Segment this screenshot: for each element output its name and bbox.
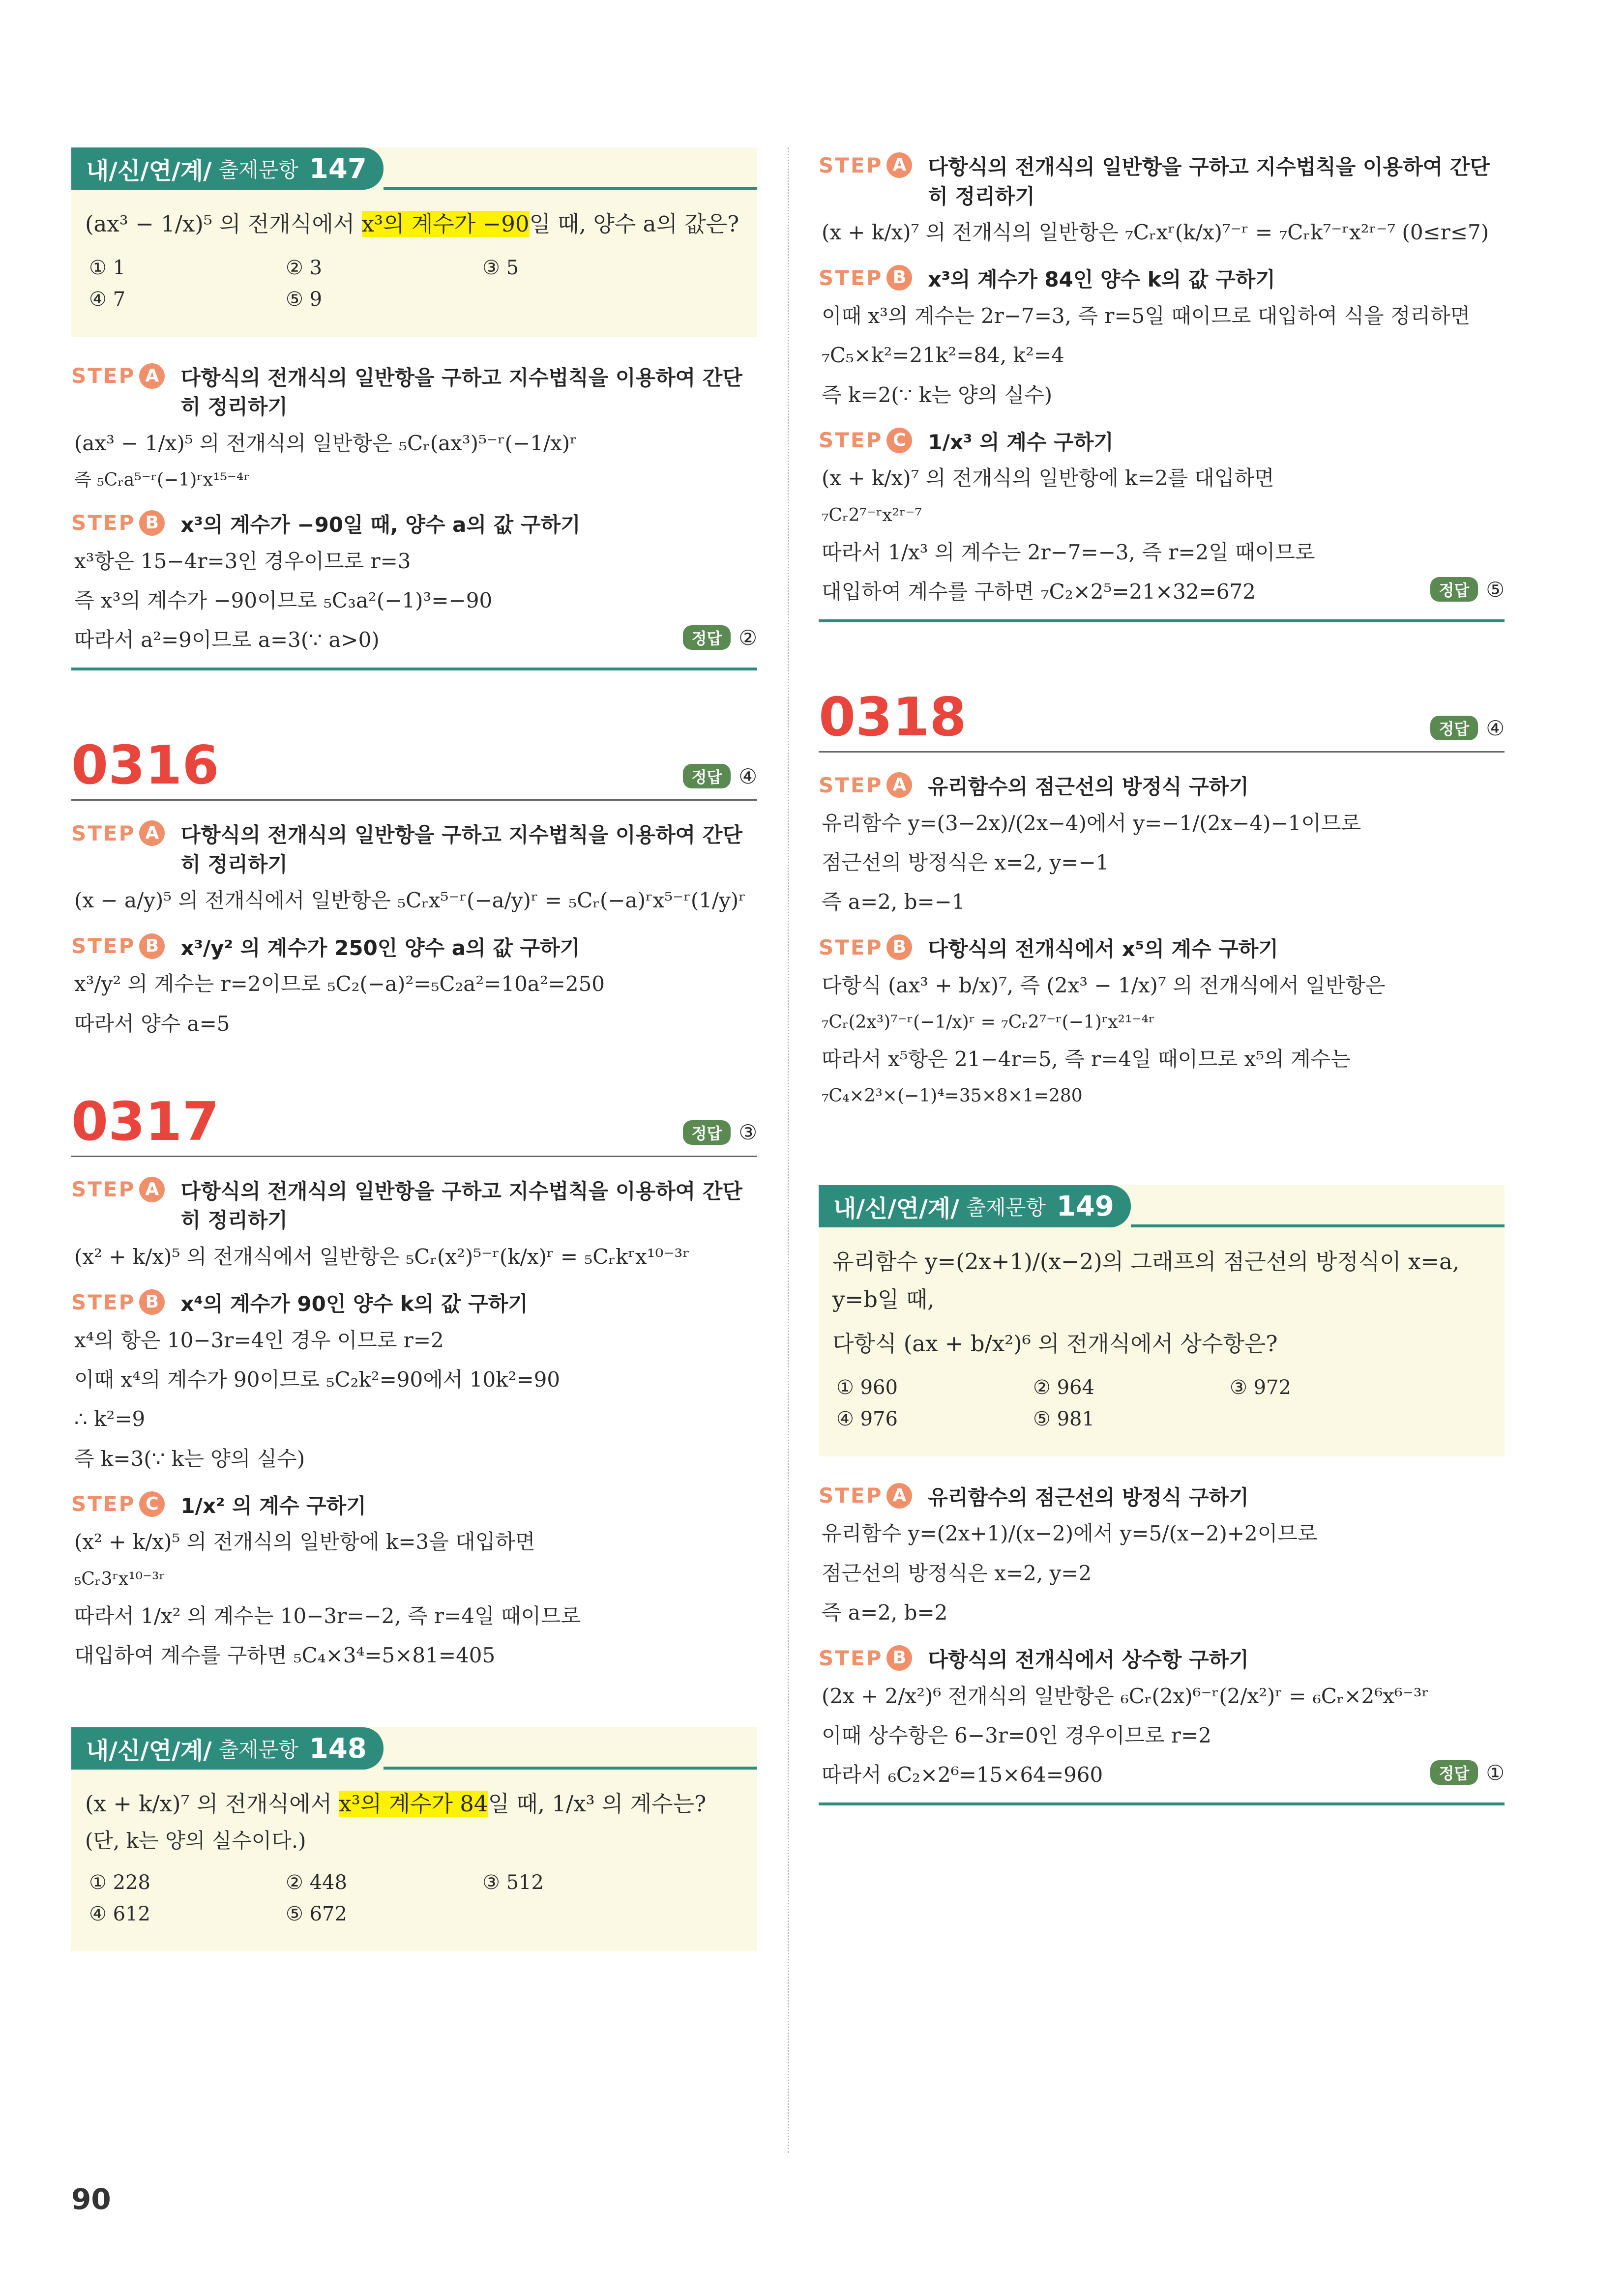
- solution-line: x³항은 15−4r=3인 경우이므로 r=3: [74, 549, 411, 573]
- solution-line: (x + k/x)⁷ 의 전개식의 일반항은 ₇Cᵣxʳ(k/x)⁷⁻ʳ = ₇Cᵣk⁷⁻ʳx²ʳ⁻⁷ (0≤r≤7): [822, 220, 1489, 245]
- solution-line: 따라서 1/x³ 의 계수는 2r−7=−3, 즉 r=2일 때이므로: [822, 540, 1315, 564]
- solution-line: (x − a/y)⁵ 의 전개식에서 일반항은 ₅Cᵣx⁵⁻ʳ(−a/y)ʳ = ₅Cᵣ(−a)ʳx⁵⁻ʳ(1/y)ʳ: [74, 888, 746, 913]
- step-title: x³의 계수가 84인 양수 k의 값 구하기: [928, 267, 1275, 292]
- badge-label: 내/신/연/계/: [833, 1194, 959, 1222]
- right-column: [819, 147, 1505, 1805]
- step-title: 다항식의 전개식에서 x⁵의 계수 구하기: [928, 937, 1278, 961]
- step-a: [71, 820, 757, 918]
- section-rule: [819, 619, 1505, 622]
- solution-line: (2x + 2/x²)⁶ 전개식의 일반항은 ₆Cᵣ(2x)⁶⁻ʳ(2/x²)ʳ = ₆Cᵣ×2⁶x⁶⁻³ʳ: [822, 1684, 1429, 1708]
- step-title: 유리함수의 점근선의 방정식 구하기: [928, 1485, 1249, 1510]
- step-a: [819, 772, 1505, 920]
- problem-header-0318: [819, 687, 1505, 753]
- solution-line: 즉 k=3(∵ k는 양의 실수): [74, 1446, 305, 1471]
- step-title: 1/x³ 의 계수 구하기: [928, 430, 1114, 454]
- step-tag: STEP A: [819, 772, 912, 798]
- solution-line: 즉 k=2(∵ k는 양의 실수): [822, 382, 1053, 407]
- problem-text: (ax³ − 1/x)⁵ 의 전개식에서 x³의 계수가 −90일 때, 양수 a의 값은?: [85, 211, 739, 237]
- answer-value: ②: [738, 625, 757, 650]
- solution-line: 따라서 ₆C₂×2⁶=15×64=960: [822, 1763, 1103, 1787]
- choices: [71, 1858, 757, 1930]
- problem-header-0316: [71, 735, 757, 801]
- solution-line: ₅Cᵣ3ʳx¹⁰⁻³ʳ: [74, 1569, 165, 1589]
- choice: ④ 612: [89, 1902, 150, 1925]
- column-divider: [788, 147, 789, 2153]
- answer-value: ①: [1486, 1760, 1505, 1785]
- step-title: x⁴의 계수가 90인 양수 k의 값 구하기: [180, 1292, 528, 1316]
- step-a: [71, 1177, 757, 1275]
- solution-line: 점근선의 방정식은 x=2, y=−1: [822, 850, 1109, 874]
- step-title: x³/y² 의 계수가 250인 양수 a의 값 구하기: [180, 935, 580, 960]
- answer-badge: 정답: [1430, 716, 1478, 740]
- badge-underline: [1131, 1185, 1505, 1227]
- answer-badge: 정답: [683, 764, 731, 788]
- page-number: 90: [71, 2182, 111, 2216]
- step-c: [71, 1491, 757, 1673]
- solution-line: (ax³ − 1/x)⁵ 의 전개식의 일반항은 ₅Cᵣ(ax³)⁵⁻ʳ(−1/x)ʳ: [74, 431, 577, 455]
- choices: [71, 243, 757, 315]
- step-a: [71, 363, 757, 495]
- step-tag: STEP C: [71, 1491, 165, 1517]
- step-title: 다항식의 전개식에서 상수항 구하기: [928, 1648, 1249, 1672]
- solution-line: ₇Cᵣ2⁷⁻ʳx²ʳ⁻⁷: [822, 505, 922, 525]
- choice: ④ 7: [89, 288, 126, 311]
- step-tag: STEP A: [819, 152, 912, 178]
- choice: ⑤ 981: [1033, 1407, 1094, 1430]
- choice: ② 448: [286, 1871, 347, 1894]
- solution-line: x⁴의 항은 10−3r=4인 경우 이므로 r=2: [74, 1328, 444, 1352]
- badge-sub-label: 출제문항: [218, 158, 298, 182]
- choice: ① 228: [89, 1871, 150, 1894]
- solution-line: 따라서 x⁵항은 21−4r=5, 즉 r=4일 때이므로 x⁵의 계수는: [822, 1047, 1351, 1072]
- solution-line: 점근선의 방정식은 x=2, y=2: [822, 1561, 1092, 1585]
- step-tag: STEP B: [71, 1289, 165, 1315]
- choice: ② 964: [1033, 1376, 1094, 1399]
- badge-underline: [384, 1727, 757, 1770]
- step-c: [819, 428, 1505, 602]
- step-tag: STEP C: [819, 428, 912, 453]
- problem-number: 0317: [71, 1091, 219, 1153]
- step-tag: STEP B: [71, 510, 165, 536]
- step-tag: STEP B: [819, 1645, 912, 1671]
- problem-badge: [71, 1727, 384, 1770]
- step-b: [819, 1645, 1505, 1785]
- step-tag: STEP A: [71, 820, 165, 846]
- badge-sub-label: 출제문항: [218, 1738, 298, 1762]
- section-rule: [71, 668, 757, 670]
- step-title: 다항식의 전개식의 일반항을 구하고 지수법칙을 이용하여 간단히 정리하기: [928, 155, 1490, 208]
- solution-line: ₇C₄×2³×(−1)⁴=35×8×1=280: [822, 1086, 1083, 1106]
- answer-badge: 정답: [683, 1120, 731, 1145]
- step-title: 유리함수의 점근선의 방정식 구하기: [928, 775, 1249, 799]
- answer-badge: 정답: [1430, 577, 1478, 602]
- step-tag: STEP A: [819, 1483, 912, 1509]
- problem-header-0317: [71, 1091, 757, 1157]
- problem-box-149: [819, 1185, 1505, 1456]
- solution-line: ₇C₅×k²=21k²=84, k²=4: [822, 343, 1064, 368]
- choice: ① 1: [89, 256, 126, 279]
- solution-line: 따라서 a²=9이므로 a=3(∵ a>0): [74, 627, 380, 652]
- problem-note: (단, k는 양의 실수이다.): [85, 1828, 306, 1853]
- choice: ① 960: [836, 1376, 898, 1399]
- solution-line: 이때 상수항은 6−3r=0인 경우이므로 r=2: [822, 1723, 1211, 1747]
- left-column: [71, 147, 757, 1951]
- solution-line: 따라서 1/x² 의 계수는 10−3r=−2, 즉 r=4일 때이므로: [74, 1603, 581, 1628]
- solution-line: 다항식 (ax³ + b/x)⁷, 즉 (2x³ − 1/x)⁷ 의 전개식에서 일반항은: [822, 973, 1386, 997]
- choice: ③ 512: [482, 1871, 544, 1894]
- solution-line: 대입하여 계수를 구하면 ₇C₂×2⁵=21×32=672: [822, 579, 1256, 604]
- badge-underline: [384, 147, 757, 190]
- step-b: [71, 510, 757, 650]
- step-a: [819, 1483, 1505, 1630]
- step-title: 다항식의 전개식의 일반항을 구하고 지수법칙을 이용하여 간단히 정리하기: [180, 365, 742, 419]
- choices: [819, 1363, 1505, 1435]
- badge-label: 내/신/연/계/: [86, 1737, 212, 1765]
- highlight: x³의 계수가 84: [339, 1791, 488, 1817]
- choice: ② 3: [286, 256, 323, 279]
- step-title: x³의 계수가 −90일 때, 양수 a의 값 구하기: [180, 512, 581, 537]
- section-rule: [819, 1802, 1505, 1805]
- step-title: 1/x² 의 계수 구하기: [180, 1493, 366, 1518]
- problem-badge: [71, 147, 384, 190]
- answer-value: ④: [1486, 716, 1505, 740]
- solution-line: 즉 a=2, b=2: [822, 1600, 948, 1625]
- solution-line: (x + k/x)⁷ 의 전개식의 일반항에 k=2를 대입하면: [822, 466, 1274, 491]
- solution-line: ₇Cᵣ(2x³)⁷⁻ʳ(−1/x)ʳ = ₇Cᵣ2⁷⁻ʳ(−1)ʳx²¹⁻⁴ʳ: [822, 1012, 1155, 1033]
- choice: ⑤ 9: [286, 288, 323, 311]
- solution-line: 즉 ₅Cᵣa⁵⁻ʳ(−1)ʳx¹⁵⁻⁴ʳ: [74, 469, 250, 490]
- answer-badge: 정답: [683, 625, 731, 650]
- problem-badge: [819, 1185, 1131, 1227]
- badge-sub-label: 출제문항: [966, 1195, 1046, 1220]
- choice: ③ 5: [482, 256, 519, 279]
- solution-line: (x² + k/x)⁵ 의 전개식의 일반항에 k=3을 대입하면: [74, 1530, 535, 1554]
- problem-number: 0316: [71, 735, 219, 797]
- badge-number: 148: [309, 1732, 367, 1765]
- step-tag: STEP B: [819, 265, 912, 291]
- step-a: [819, 152, 1505, 250]
- choice: ④ 976: [836, 1407, 898, 1430]
- step-b: [819, 934, 1505, 1111]
- problem-box-147: [71, 147, 757, 337]
- solution-line: 즉 a=2, b=−1: [822, 890, 965, 914]
- problem-text: 유리함수 y=(2x+1)/(x−2)의 그래프의 점근선의 방정식이 x=a, y=b일 때, 다항식 (ax + b/x²)⁶ 의 전개식에서 상수항은?: [832, 1249, 1460, 1357]
- solution-line: 유리함수 y=(3−2x)/(2x−4)에서 y=−1/(2x−4)−1이므로: [822, 811, 1361, 835]
- badge-label: 내/신/연/계/: [86, 157, 212, 185]
- answer-value: ③: [738, 1120, 757, 1145]
- badge-number: 147: [309, 152, 367, 185]
- solution-line: (x² + k/x)⁵ 의 전개식에서 일반항은 ₅Cᵣ(x²)⁵⁻ʳ(k/x)ʳ = ₅Cᵣkʳx¹⁰⁻³ʳ: [74, 1245, 690, 1269]
- solution-line: 이때 x³의 계수는 2r−7=3, 즉 r=5일 때이므로 대입하여 식을 정리하면: [822, 304, 1471, 328]
- step-tag: STEP A: [71, 1177, 165, 1202]
- problem-text: (x + k/x)⁷ 의 전개식에서 x³의 계수가 84일 때, 1/x³ 의 계수는? (단, k는 양의 실수이다.): [71, 1770, 757, 1858]
- step-b: [71, 933, 757, 1042]
- solution-line: 이때 x⁴의 계수가 90이므로 ₅C₂k²=90에서 10k²=90: [74, 1367, 561, 1392]
- solution-line: 따라서 양수 a=5: [74, 1011, 230, 1036]
- solution-line: x³/y² 의 계수는 r=2이므로 ₅C₂(−a)²=₅C₂a²=10a²=250: [74, 972, 605, 996]
- highlight: x³의 계수가 −90: [361, 211, 530, 237]
- problem-number: 0318: [819, 687, 967, 749]
- choice: ③ 972: [1230, 1376, 1291, 1399]
- answer-badge: 정답: [1430, 1760, 1478, 1785]
- step-b: [71, 1289, 757, 1477]
- step-b: [819, 265, 1505, 412]
- solution-line: 즉 x³의 계수가 −90이므로 ₅C₃a²(−1)³=−90: [74, 588, 493, 612]
- solution-line: 유리함수 y=(2x+1)/(x−2)에서 y=5/(x−2)+2이므로: [822, 1521, 1318, 1546]
- step-tag: STEP B: [819, 934, 912, 960]
- choice: ⑤ 672: [286, 1902, 347, 1925]
- problem-box-148: [71, 1727, 757, 1951]
- answer-value: ④: [738, 764, 757, 788]
- solution-line: 대입하여 계수를 구하면 ₅C₄×3⁴=5×81=405: [74, 1643, 496, 1667]
- step-title: 다항식의 전개식의 일반항을 구하고 지수법칙을 이용하여 간단히 정리하기: [180, 1179, 742, 1233]
- step-tag: STEP A: [71, 363, 165, 389]
- step-title: 다항식의 전개식의 일반항을 구하고 지수법칙을 이용하여 간단히 정리하기: [180, 823, 742, 876]
- solution-line: ∴ k²=9: [74, 1407, 146, 1431]
- badge-number: 149: [1056, 1190, 1114, 1222]
- answer-value: ⑤: [1486, 577, 1505, 602]
- step-tag: STEP B: [71, 933, 165, 959]
